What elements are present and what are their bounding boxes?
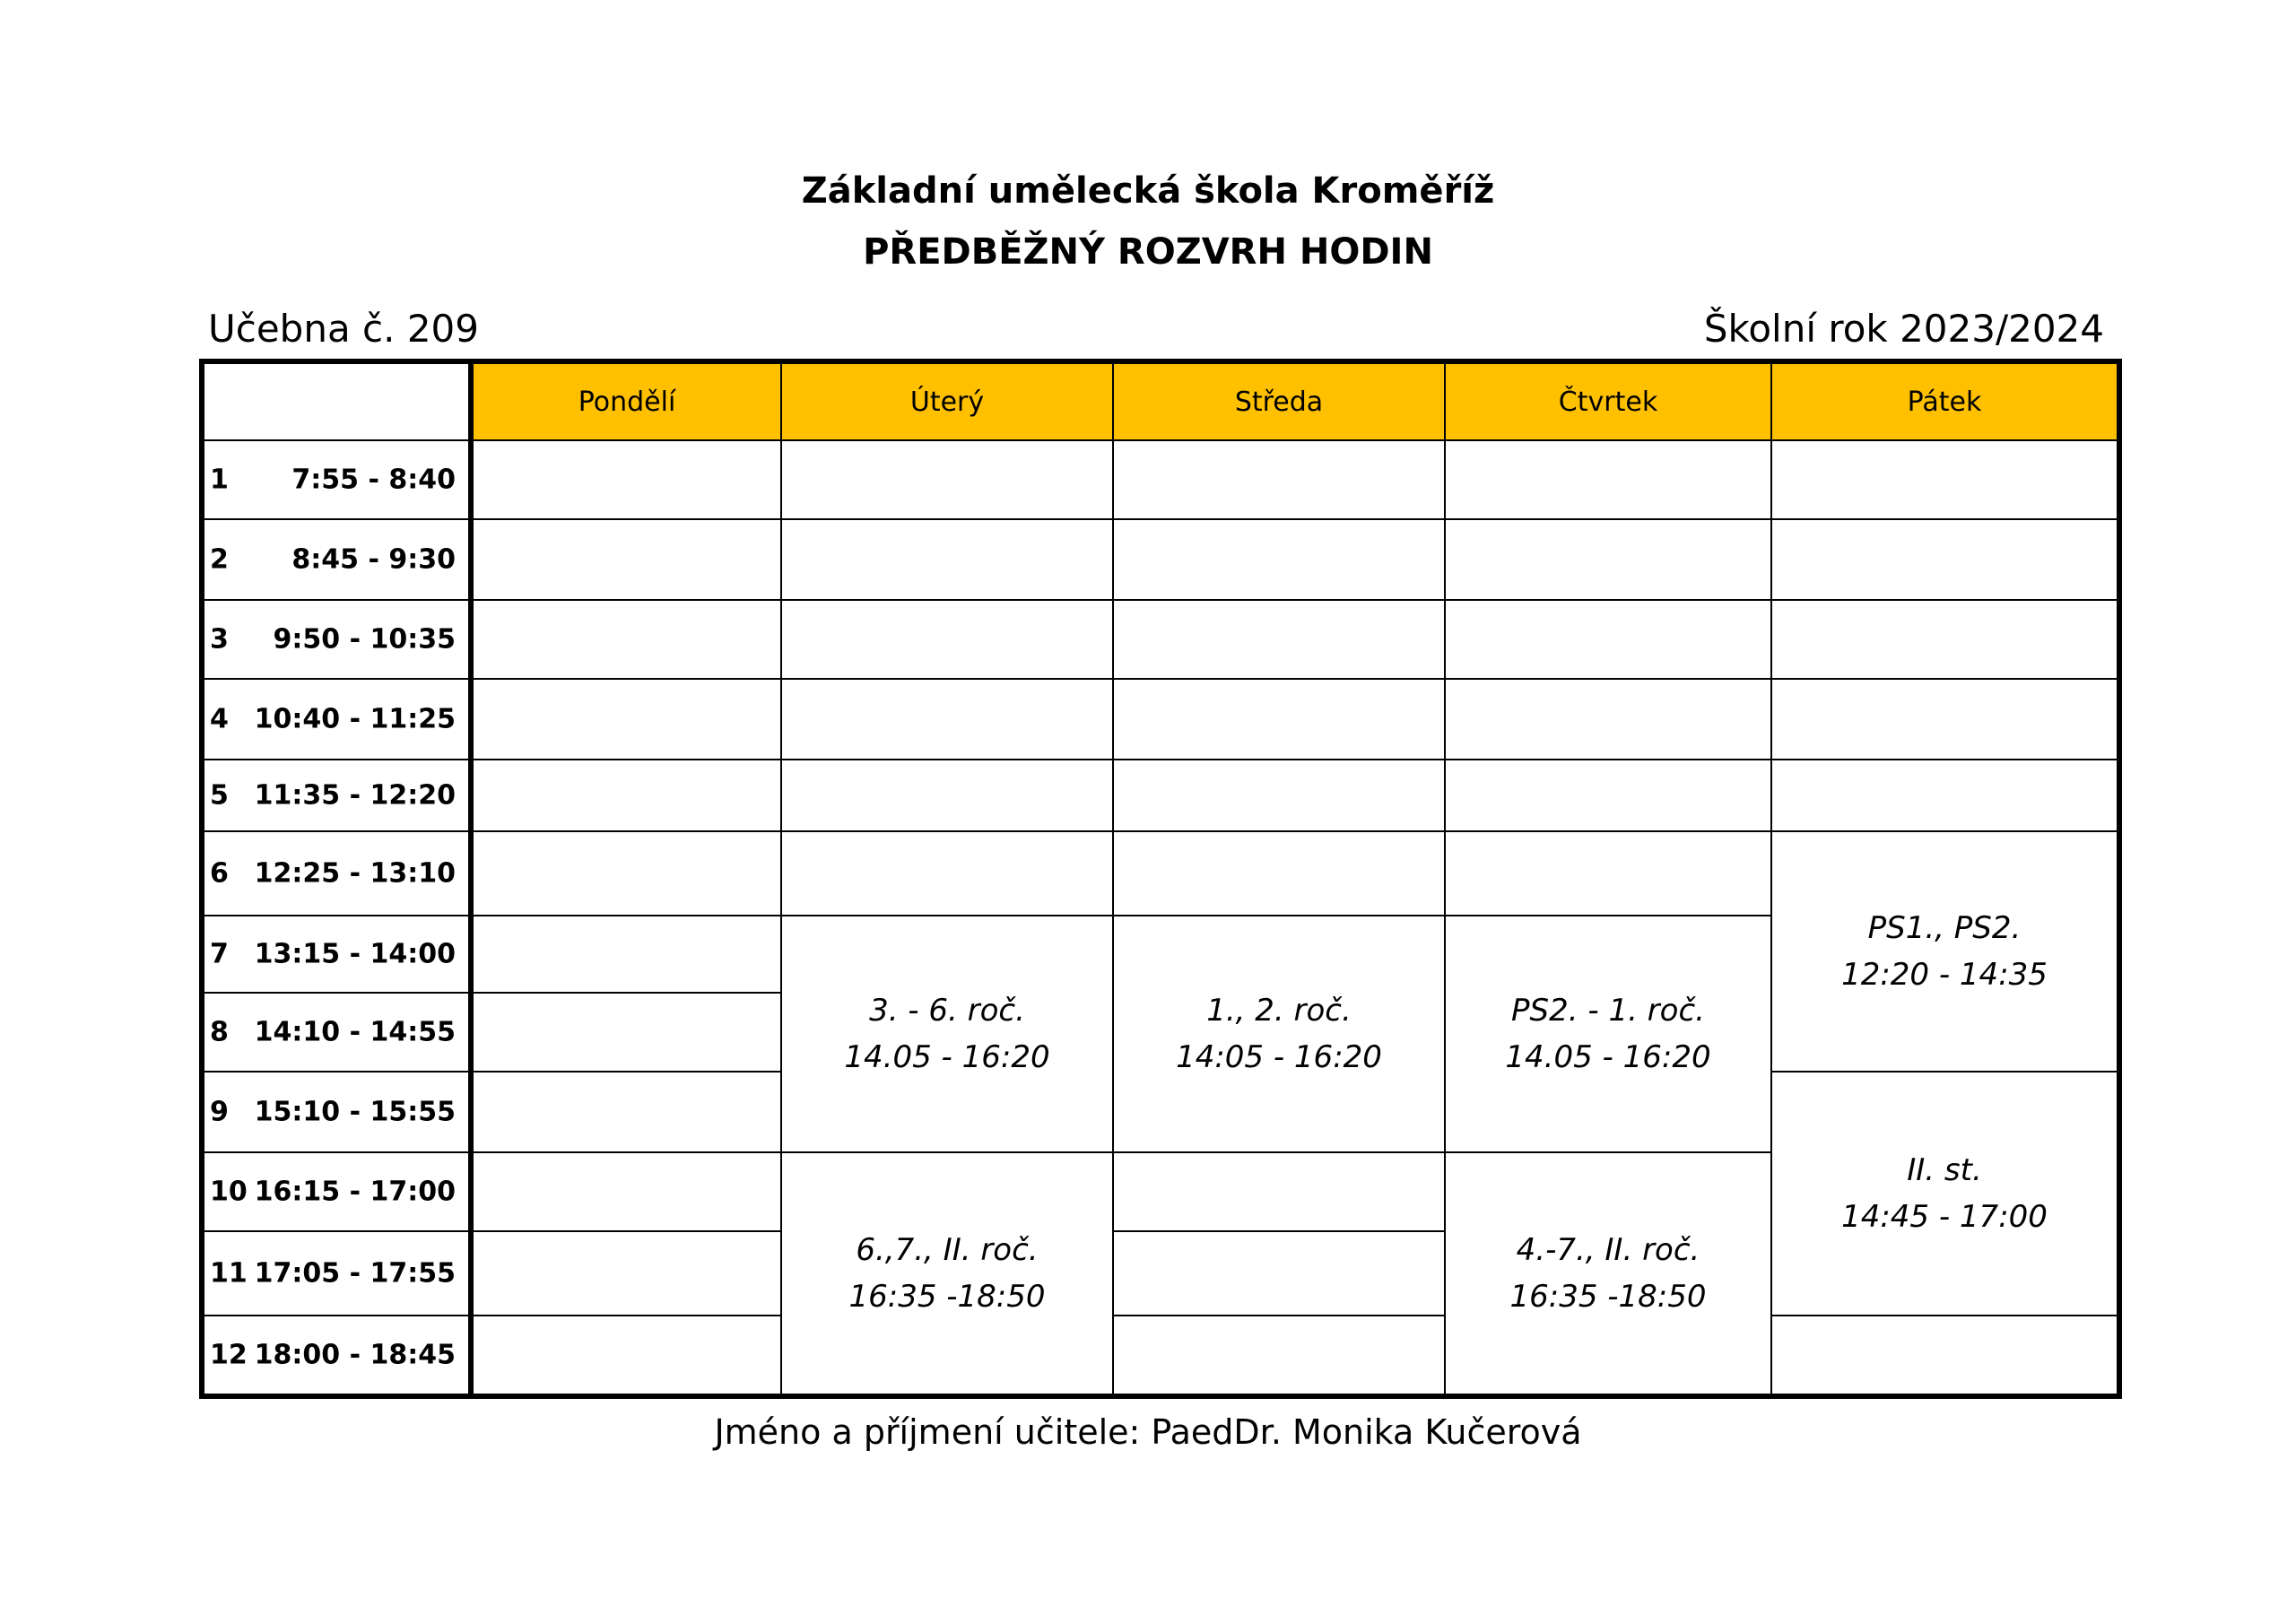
period-time: 15:10 - 15:55 — [254, 1096, 456, 1128]
day-header-tuesday: Úterý — [781, 361, 1113, 440]
empty-cell — [781, 600, 1113, 679]
lesson-groups: 1., 2. roč. — [1206, 993, 1352, 1029]
empty-cell — [1445, 519, 1771, 600]
period-cell — [202, 600, 471, 679]
lesson-groups: 6.,7., II. roč. — [856, 1232, 1039, 1268]
empty-cell — [781, 831, 1113, 916]
period-number: 8 — [210, 1016, 229, 1048]
empty-cell — [1445, 679, 1771, 760]
document-title: PŘEDBĚŽNÝ ROZVRH HODIN — [863, 231, 1433, 273]
empty-cell — [471, 440, 781, 519]
lesson-tuesday-afternoon — [781, 916, 1113, 1152]
period-number: 1 — [210, 464, 229, 496]
table-row — [202, 600, 2119, 679]
empty-cell — [781, 679, 1113, 760]
period-cell — [202, 440, 471, 519]
table-row — [202, 440, 2119, 519]
lesson-wednesday-afternoon — [1113, 916, 1445, 1152]
period-number: 5 — [210, 779, 229, 812]
empty-cell — [1445, 600, 1771, 679]
teacher-name: Jméno a příjmení učitele: PaedDr. Monika Kučerová — [714, 1412, 1582, 1452]
empty-cell — [1113, 1316, 1445, 1396]
day-header-wednesday: Středa — [1113, 361, 1445, 440]
period-time: 13:15 - 14:00 — [254, 938, 456, 970]
empty-cell — [1445, 440, 1771, 519]
empty-cell — [471, 1231, 781, 1316]
period-number: 7 — [210, 938, 229, 970]
corner-cell — [202, 361, 471, 440]
period-cell — [202, 831, 471, 916]
day-header-monday: Pondělí — [471, 361, 781, 440]
period-cell — [202, 993, 471, 1072]
lesson-time: 16:35 -18:50 — [848, 1279, 1046, 1315]
lesson-time: 14:05 - 16:20 — [1176, 1039, 1382, 1075]
lesson-tuesday-evening — [781, 1152, 1113, 1396]
period-cell — [202, 916, 471, 993]
period-time: 10:40 - 11:25 — [254, 703, 456, 735]
empty-cell — [471, 519, 781, 600]
period-cell — [202, 760, 471, 831]
period-cell — [202, 679, 471, 760]
empty-cell — [471, 993, 781, 1072]
empty-cell — [1771, 600, 2119, 679]
table-row — [202, 679, 2119, 760]
lesson-time: 16:35 -18:50 — [1509, 1279, 1707, 1315]
empty-cell — [471, 600, 781, 679]
empty-cell — [471, 1152, 781, 1231]
empty-cell — [1113, 1231, 1445, 1316]
empty-cell — [1113, 519, 1445, 600]
period-number: 12 — [210, 1339, 248, 1371]
lesson-time: 12:20 - 14:35 — [1841, 957, 2048, 993]
empty-cell — [1445, 760, 1771, 831]
lesson-groups: 4.-7., II. roč. — [1516, 1232, 1700, 1268]
timetable — [199, 359, 2122, 1399]
period-time: 8:45 - 9:30 — [291, 543, 456, 576]
day-header-thursday: Čtvrtek — [1445, 361, 1771, 440]
empty-cell — [1113, 440, 1445, 519]
empty-cell — [471, 1072, 781, 1152]
empty-cell — [471, 831, 781, 916]
lesson-friday-evening — [1771, 1072, 2119, 1316]
period-number: 4 — [210, 703, 229, 735]
period-cell — [202, 1072, 471, 1152]
empty-cell — [1771, 1316, 2119, 1396]
empty-cell — [1771, 440, 2119, 519]
period-time: 9:50 - 10:35 — [273, 623, 456, 656]
day-header-friday: Pátek — [1771, 361, 2119, 440]
period-number: 11 — [210, 1257, 248, 1290]
empty-cell — [1771, 679, 2119, 760]
empty-cell — [1113, 760, 1445, 831]
lesson-time: 14.05 - 16:20 — [844, 1039, 1050, 1075]
empty-cell — [1113, 600, 1445, 679]
school-name: Základní umělecká škola Kroměříž — [801, 170, 1495, 212]
empty-cell — [471, 1316, 781, 1396]
period-number: 10 — [210, 1176, 248, 1208]
empty-cell — [471, 916, 781, 993]
lesson-groups: PS1., PS2. — [1867, 910, 2022, 946]
empty-cell — [1771, 519, 2119, 600]
empty-cell — [781, 760, 1113, 831]
period-number: 2 — [210, 543, 229, 576]
empty-cell — [1113, 1152, 1445, 1231]
table-row — [202, 760, 2119, 831]
period-number: 3 — [210, 623, 229, 656]
empty-cell — [1113, 831, 1445, 916]
lesson-time: 14.05 - 16:20 — [1505, 1039, 1711, 1075]
empty-cell — [1771, 760, 2119, 831]
lesson-groups: II. st. — [1907, 1152, 1982, 1188]
period-cell — [202, 519, 471, 600]
empty-cell — [471, 679, 781, 760]
lesson-thursday-evening — [1445, 1152, 1771, 1396]
empty-cell — [781, 519, 1113, 600]
lesson-groups: PS2. - 1. roč. — [1511, 993, 1705, 1029]
lesson-thursday-afternoon — [1445, 916, 1771, 1152]
period-number: 6 — [210, 857, 229, 890]
lesson-friday-afternoon — [1771, 831, 2119, 1072]
period-cell — [202, 1152, 471, 1231]
table-header-row — [202, 361, 2119, 440]
period-time: 12:25 - 13:10 — [254, 857, 456, 890]
period-time: 7:55 - 8:40 — [291, 464, 456, 496]
empty-cell — [471, 760, 781, 831]
empty-cell — [1445, 831, 1771, 916]
period-cell — [202, 1231, 471, 1316]
period-time: 17:05 - 17:55 — [254, 1257, 456, 1290]
school-year-label: Školní rok 2023/2024 — [1703, 307, 2104, 351]
period-time: 16:15 - 17:00 — [254, 1176, 456, 1208]
period-number: 9 — [210, 1096, 229, 1128]
classroom-label: Učebna č. 209 — [208, 307, 479, 351]
table-row — [202, 1316, 2119, 1396]
period-cell — [202, 1316, 471, 1396]
empty-cell — [781, 440, 1113, 519]
empty-cell — [1113, 679, 1445, 760]
period-time: 11:35 - 12:20 — [254, 779, 456, 812]
table-row — [202, 831, 2119, 916]
lesson-groups: 3. - 6. roč. — [869, 993, 1025, 1029]
lesson-time: 14:45 - 17:00 — [1841, 1199, 2048, 1235]
period-time: 14:10 - 14:55 — [254, 1016, 456, 1048]
table-row — [202, 519, 2119, 600]
period-time: 18:00 - 18:45 — [254, 1339, 456, 1371]
